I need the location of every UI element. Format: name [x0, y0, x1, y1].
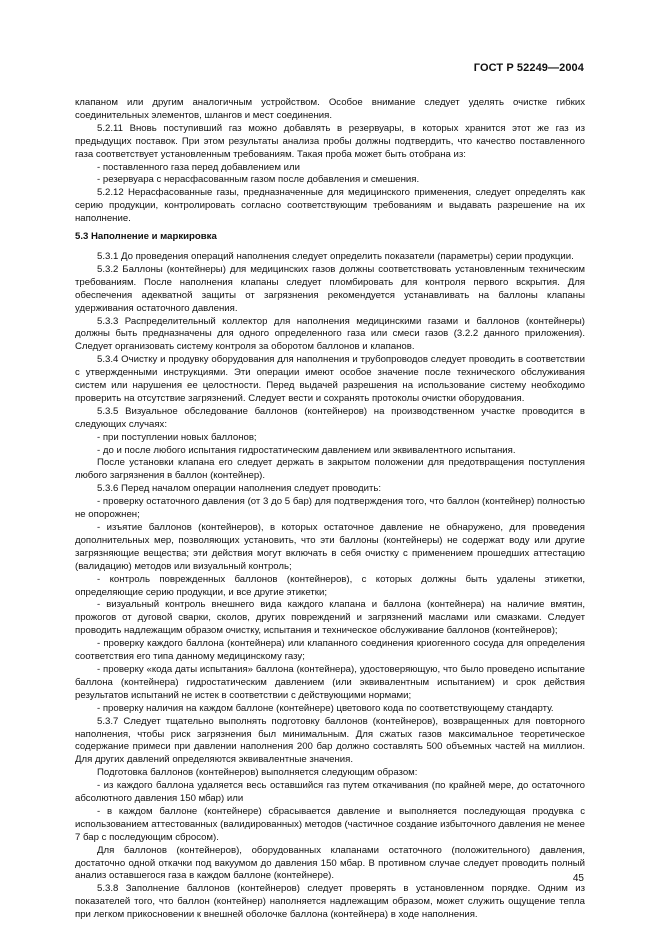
paragraph: 5.3.1 До проведения операций наполнения следует определить показатели (параметры) серии продукции.: [97, 250, 574, 262]
paragraph: После установки клапана его следует держать в закрытом положении для предотвращения поступления любого загрязнения в баллон (контейнер).: [75, 457, 585, 482]
paragraph: 5.3.6 Перед началом операции наполнения следует проводить:: [97, 483, 382, 495]
paragraph: 5.2.11 Вновь поступивший газ можно добавлять в резервуары, в которых хранится этот же газ из предыдущих поставок. При этом результаты анализа пробы должны подтвердить, что качество поставленного газа соответствует установленным требованиям. Такая проба может быть отобрана из:: [75, 122, 585, 160]
paragraph: 5.3.8 Заполнение баллонов (контейнеров) следует проверять в установленном порядке. Одним из показателей того, что баллон (контейнер) наполняется надлежащим образом, может служить ощущение тепла при легком прикосновении к внешней оболочке баллона (контейнера) в ходе наполнения.: [75, 883, 585, 921]
body-text: [75, 97, 585, 922]
paragraph: Для баллонов (контейнеров), оборудованных клапанами остаточного (положительного) давления, достаточно одной откачки под вакуумом до давления 150 мбар. В противном случае следует проводить полный анализ оставшегося газа в каждом баллоне (контейнере).: [75, 844, 585, 882]
list-item: - резервуара с нерасфасованным газом после добавления и смешения.: [97, 174, 420, 186]
list-item: - визуальный контроль внешнего вида каждого клапана и баллона (контейнера) на наличие вмятин, прожогов от дуговой сварки, сколов, других повреждений и загрязнений маслами или смазками. Следует проводить надлежащим образом очистку, испытания и техническое обслуживание баллонов (контейнеров);: [75, 599, 585, 637]
list-item: - в каждом баллоне (контейнере) сбрасывается давление и выполняется последующая продувка с использованием аттестованных (валидированных) методов (частичное создание избыточного давления не менее 7 бар с последующим сбросом).: [75, 805, 585, 843]
list-item: - изъятие баллонов (контейнеров), в которых остаточное давление не обнаружено, для проведения дополнительных мер, позволяющих установить, что эти баллоны (контейнеры) не содержат воду или другие загрязняющие вещества; эти действия могут включать в себя очистку с применением прошедших аттестацию (валидацию) методов или визуальный контроль;: [75, 522, 585, 572]
section-heading: 5.3 Наполнение и маркировка: [75, 231, 217, 243]
list-item: - контроль поврежденных баллонов (контейнеров), с которых должны быть удалены этикетки, определяющие серию продукции, и все другие этикетки;: [75, 573, 585, 598]
list-item: - до и после любого испытания гидростатическим давлением или эквивалентного испытания.: [97, 444, 516, 456]
list-item: - при поступлении новых баллонов;: [97, 431, 257, 443]
paragraph: клапаном или другим аналогичным устройством. Особое внимание следует уделять очистке гибких соединительных элементов, шлангов и мест соединения.: [75, 97, 585, 121]
paragraph: 5.3.5 Визуальное обследование баллонов (контейнеров) на производственном участке проводится в следующих случаях:: [75, 405, 585, 430]
list-item: - из каждого баллона удаляется весь оставшийся газ путем откачивания (по крайней мере, до остаточного абсолютного давления 150 мбар) или: [75, 780, 585, 805]
paragraph: 5.3.3 Распределительный коллектор для наполнения медицинскими газами и баллонов (контейнеры) должны быть предназначены для одного определенного газа или смеси газов (3.2.2 данного приложения). Следует организовать систему контроля за оборотом баллонов и клапанов.: [75, 315, 585, 353]
paragraph: 5.2.12 Нерасфасованные газы, предназначенные для медицинского применения, следует определять как серию продукции, контролировать согласно соответствующим требованиям и выдавать разрешение на их наполнение.: [75, 187, 585, 225]
paragraph: 5.3.7 Следует тщательно выполнять подготовку баллонов (контейнеров), возвращенных для повторного наполнения, чтобы риск загрязнения был минимальным. Для сжатых газов максимальное теоретическое содержание примеси при давлении наполнения 200 бар должно составлять 500 объемных частей на миллион. Для других давлений определяются эквивалентные значения.: [75, 715, 585, 766]
list-item: - проверку «кода даты испытания» баллона (контейнера), удостоверяющую, что было проведено испытание баллона (контейнера) гидростатическим давлением (или эквивалентным испытанием) и срок действия результатов испытаний не истек в соответствии с действующими нормами;: [75, 663, 585, 701]
list-item: - проверку каждого баллона (контейнера) или клапанного соединения криогенного сосуда для определения соответствия его типа данному медицинскому газу;: [75, 638, 585, 663]
paragraph: 5.3.4 Очистку и продувку оборудования для наполнения и трубопроводов следует проводить в соответствии с утвержденными инструкциями. Эти операции имеют особое значение после технического обслуживания систем или нарушения ее целостности. Перед выдачей разрешения на использование систему необходимо проверить на отсутствие загрязнений. Следует вести и сохранять протоколы очистки оборудования.: [75, 354, 585, 404]
list-item: - поставленного газа перед добавлением или: [97, 161, 300, 173]
paragraph: Подготовка баллонов (контейнеров) выполняется следующим образом:: [97, 767, 418, 779]
page-number: 45: [572, 873, 584, 884]
paragraph: 5.3.2 Баллоны (контейнеры) для медицинских газов должны соответствовать установленным техническим требованиям. После наполнения клапаны следует пломбировать для контроля первого вскрытия. Для обеспечения адекватной защиты от загрязнения рекомендуется устанавливать на баллоны клапаны удерживания остаточного давления.: [75, 263, 585, 314]
list-item: - проверку наличия на каждом баллоне (контейнере) цветового кода по соответствующему стандарту.: [97, 702, 554, 714]
document-header: ГОСТ Р 52249—2004: [473, 62, 584, 74]
list-item: - проверку остаточного давления (от 3 до 5 бар) для подтверждения того, что баллон (контейнер) полностью не опорожнен;: [75, 496, 585, 521]
